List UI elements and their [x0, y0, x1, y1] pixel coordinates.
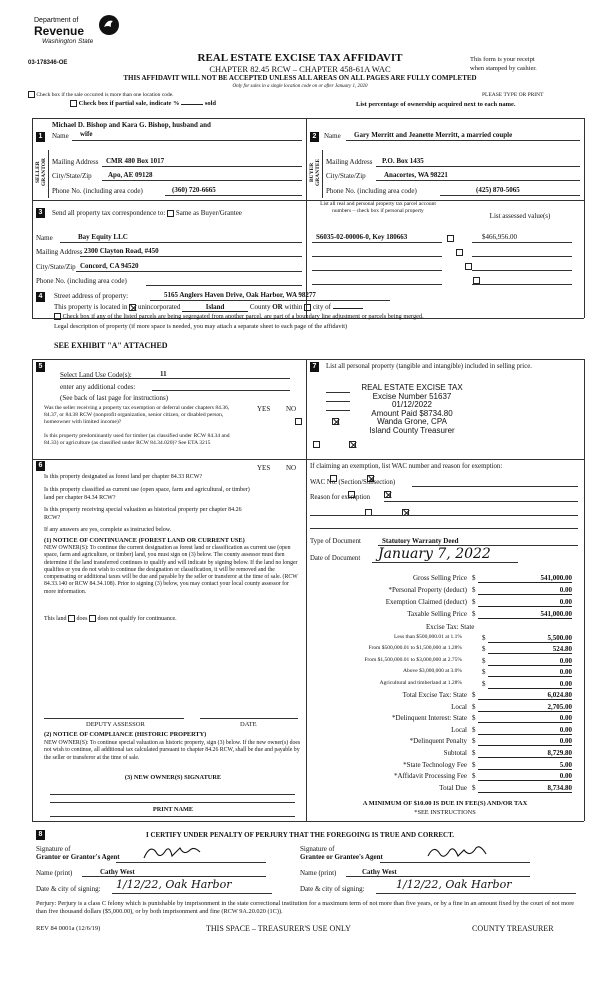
corr-phone-label: Phone No. (including area code): [36, 277, 127, 285]
section5-number: 5: [36, 362, 45, 372]
partial-sale-label: Check box if partial sale, indicate %: [78, 100, 180, 107]
receipt-note1: This form is your receipt: [470, 56, 535, 63]
price-row-value[interactable]: 541,000.00: [478, 574, 572, 583]
buyer-city-label: City/State/Zip: [326, 172, 366, 180]
total-row-label: *State Technology Fee: [403, 760, 467, 769]
section4-number: 4: [36, 292, 45, 302]
stamp-line2: Excise Number 51637: [372, 391, 452, 401]
price-row-label: Exemption Claimed (deduct): [385, 598, 467, 606]
county-label: County: [249, 303, 271, 311]
price-row-label: Gross Selling Price: [412, 574, 467, 582]
segregated-checkbox[interactable]: [54, 313, 61, 320]
grantor-signature[interactable]: [140, 842, 210, 868]
s5-q2-no-checkbox[interactable]: [349, 441, 356, 448]
corr-mailing-label: Mailing Address: [36, 248, 83, 256]
segregated-label: Check box if any of the listed parcels are being segregated from another parcel, are part of a boundary line adjustment or parcels being merged.: [62, 313, 424, 320]
price-row-value[interactable]: 0.00: [478, 586, 572, 595]
s6-q3: Is this property receiving special valuation as historical property per chapter 84.26 RCW?: [44, 507, 242, 521]
total-row-dollar: $: [472, 725, 476, 734]
corr-city-value[interactable]: Concord, CA 94520: [80, 262, 139, 270]
grantee-date-label: Date & city of signing:: [300, 885, 365, 893]
stamp-line1: REAL ESTATE EXCISE TAX: [361, 383, 463, 392]
total-row-label: Local: [451, 702, 467, 711]
tier-row-value[interactable]: 0.00: [488, 668, 572, 677]
same-as-buyer-checkbox[interactable]: [167, 210, 174, 217]
grantor-name-label: Name (print): [36, 869, 73, 877]
segregated-row: [54, 313, 424, 320]
more-than-one-checkbox[interactable]: [28, 91, 35, 98]
qualify-row: [44, 615, 177, 622]
notice1-text: NEW OWNER(S): To continue the current designation as forest land or classification as current use (open space, farm and agriculture, or timber) land, you must sign on (3) below. The county assessor must then determine if the land transferred continues to qualify and will indicate by signing below. If the land no longer qualifies or you do not wish to continue the designation or classification, it will be removed and the compensating or additional taxes will be due and payable by the seller or transferor at the time of sale. (RCW 84.33.140 or RCW 84.34.108). Prior to signing (3) below, you may contact your local county assessor for more information.: [44, 545, 298, 595]
unincorporated-label: unincorporated: [137, 303, 181, 311]
warning: THIS AFFIDAVIT WILL NOT BE ACCEPTED UNLESS ALL AREAS ON ALL PAGES ARE FULLY COMPLETED: [123, 74, 477, 82]
total-row-label: Subtotal: [443, 749, 467, 757]
s5-q2: Is this property predominantly used for timber (as classified under RCW 84.34 and 84.33) or agriculture (as classified under RCW 84.34.020)? See ETA 3215: [44, 433, 230, 446]
dept-line1: Department of: [34, 17, 79, 24]
section2-number: 2: [310, 132, 319, 142]
street-value[interactable]: 5165 Anglers Haven Drive, Oak Harbor, WA 98277: [164, 291, 316, 299]
doc-date-value[interactable]: January 7, 2022: [378, 546, 491, 562]
tier-row-dollar: $: [482, 656, 486, 665]
or-label: OR: [272, 303, 283, 311]
form-subtitle: CHAPTER 82.45 RCW – CHAPTER 458-61A WAC: [209, 64, 391, 74]
price-row-label: Taxable Selling Price: [407, 610, 467, 618]
tier-row-label: From $1,500,000.01 to $3,000,000 at 2.75%: [364, 656, 462, 663]
stamp-line4: Amount Paid $8734.80: [371, 408, 453, 418]
minimum-note: A MINIMUM OF $10.00 IS DUE IN FEE(S) AND/OR TAX: [362, 800, 528, 807]
ownership-note: List percentage of ownership acquired next to each name.: [356, 101, 516, 108]
county-value[interactable]: Island: [182, 303, 248, 312]
wa-logo-icon: [98, 14, 120, 36]
s6-no: NO: [286, 464, 297, 472]
s6-yes: YES: [257, 464, 271, 472]
assessed-value[interactable]: $466,956.00: [482, 233, 517, 241]
total-row-value[interactable]: 0.00: [478, 772, 572, 781]
located-label: This property is located in: [54, 303, 128, 311]
total-row-label: Total Due: [439, 783, 467, 792]
city-of-field[interactable]: [333, 308, 363, 309]
s6-q2-no-checkbox[interactable]: [384, 491, 391, 498]
deputy-assessor-label: DEPUTY ASSESSOR: [86, 721, 145, 728]
total-row-dollar: $: [472, 702, 476, 711]
does-checkbox[interactable]: [68, 615, 75, 622]
doc-type-value[interactable]: Statutory Warranty Deed: [382, 537, 459, 545]
assessed-header: List assessed value(s): [489, 212, 551, 220]
does-label: does: [76, 615, 88, 622]
buyer-name-value[interactable]: Gary Merritt and Jeanette Merritt, a married couple: [354, 131, 513, 139]
tier-row-dollar: $: [482, 634, 486, 642]
more-than-one-label: Check box if the sale occurred is more than one location code.: [36, 91, 174, 98]
partial-sale-row: [70, 100, 216, 107]
tier-row-value[interactable]: 0.00: [488, 680, 572, 689]
total-row-label: Local: [451, 725, 467, 734]
total-row-label: *Affidavit Processing Fee: [394, 772, 467, 781]
please-type: PLEASE TYPE OR PRINT: [482, 92, 544, 98]
does-not-label: does not qualify for continuance.: [97, 615, 177, 622]
grantor-label: Grantor or Grantor's Agent: [36, 853, 120, 861]
does-not-checkbox[interactable]: [89, 615, 96, 622]
perjury-text: [36, 900, 586, 916]
grantee-date-value[interactable]: 1/12/22, Oak Harbor: [396, 878, 512, 891]
send-label: Send all property tax correspondence to:: [52, 209, 166, 217]
land-use-label: Select Land Use Code(s):: [60, 371, 132, 379]
grantor-sig-of: Signature of: [36, 845, 71, 853]
s5-no: NO: [286, 405, 297, 413]
print-name-label: PRINT NAME: [152, 806, 194, 813]
seller-name-l2: wife: [80, 130, 93, 138]
price-row-dollar: $: [472, 586, 476, 594]
section3-number: 3: [36, 208, 45, 218]
price-row-dollar: $: [472, 574, 476, 582]
seller-city-value[interactable]: Apo, AE 09128: [108, 171, 153, 179]
receipt-note2: when stamped by cashier.: [470, 65, 537, 72]
total-row-dollar: $: [472, 772, 476, 781]
seller-name-label: Name: [52, 132, 69, 140]
total-row-dollar: $: [472, 737, 476, 746]
total-row-value[interactable]: 5.00: [478, 761, 572, 770]
price-row-value[interactable]: 541,000.00: [478, 610, 572, 619]
within-label: within: [284, 303, 303, 311]
total-row-value[interactable]: 0.00: [478, 726, 572, 735]
buyer-mailing-value[interactable]: P.O. Box 1435: [382, 157, 424, 165]
stamp-line6: Island County Treasurer: [369, 425, 455, 435]
notice1-title: (1) NOTICE OF CONTINUANCE (FOREST LAND OR CURRENT USE): [44, 537, 245, 544]
section8-number: 8: [36, 830, 45, 840]
county-treasurer: COUNTY TREASURER: [472, 924, 554, 933]
seller-name-l1: Michael D. Bishop and Kara G. Bishop, husband and: [52, 121, 211, 129]
tier-row-dollar: $: [482, 679, 486, 688]
within-city-checkbox[interactable]: [304, 304, 311, 311]
seller-mailing-value[interactable]: CMR 480 Box 1017: [106, 157, 165, 165]
grantee-name-value[interactable]: Cathy West: [362, 868, 397, 876]
buyer-city-value[interactable]: Anacortes, WA 98221: [384, 171, 448, 179]
land-use-value[interactable]: 11: [160, 370, 167, 378]
tier-row-label: Less than $500,000.01 at 1.1%: [394, 634, 462, 640]
total-row-dollar: $: [472, 714, 476, 723]
grantee-sig-of: Signature of: [300, 845, 335, 853]
buyer-side-label: BUYER GRANTEE: [309, 158, 321, 186]
tier-row-dollar: $: [482, 668, 486, 677]
sales-note: Only for sales in a single location code on or after January 1, 2020: [232, 84, 368, 89]
s6-q2: Is this property classified as current use (open space, farm and agricultural, or timber) land per chapter 84.34 RCW?: [44, 487, 250, 501]
rev-code: REV 84 0001a (12/6/19): [36, 925, 101, 932]
see-back-label: (See back of last page for instructions): [60, 394, 169, 402]
tier-row-dollar: $: [482, 645, 486, 654]
buyer-phone-value[interactable]: (425) 870-5065: [476, 186, 520, 194]
reason-label: Reason for exemption: [310, 494, 371, 501]
corr-mailing-value[interactable]: 2300 Clayton Road, #450: [84, 247, 159, 255]
city-of-label: city of: [312, 303, 331, 311]
price-row-label: *Personal Property (deduct): [388, 586, 467, 594]
tier-row-label: From $500,000.01 to $1,500,000 at 1.28%: [368, 645, 462, 652]
wac-label: WAC No. (Section/Subsection): [310, 479, 396, 486]
dept-line2: Revenue: [34, 24, 85, 38]
dept-line3: Washington State: [42, 38, 94, 45]
total-row-value[interactable]: 0.00: [478, 714, 572, 723]
unincorporated-checkbox[interactable]: [129, 304, 136, 311]
more-than-one-row: [28, 91, 174, 98]
perjury-body: Perjury: Perjury is a class C felony which is punishable by imprisonment in the state correctional institution for a maximum term of not more than five years, or by a fine in an amount fixed by the court of not more than five thousand dollars ($5,000.00), or by both imprisonment and fine (RCW 9A.20.020 (1C)).: [36, 900, 575, 915]
total-row-dollar: $: [472, 760, 476, 769]
seller-phone-value[interactable]: (360) 720-6665: [172, 186, 216, 194]
same-as-buyer-label: Same as Buyer/Grantee: [175, 209, 242, 217]
this-land-label: This land: [44, 615, 67, 622]
owner-signature-title: (3) NEW OWNER(S) SIGNATURE: [124, 774, 222, 781]
total-row-dollar: $: [472, 783, 476, 792]
parcel4-personal-checkbox[interactable]: [473, 277, 480, 284]
grantee-label: Grantee or Grantee's Agent: [300, 853, 383, 861]
partial-sale-checkbox[interactable]: [70, 100, 77, 107]
seller-side-label: SELLER GRANTOR: [35, 158, 47, 187]
grantor-name-value[interactable]: Cathy West: [100, 868, 135, 876]
parcel-header: List all real and personal property tax parcel account numbers – check box if personal property: [320, 201, 436, 214]
form-title: REAL ESTATE EXCISE TAX AFFIDAVIT: [197, 52, 403, 64]
tier-row-label: Agricultural and timberland at 1.28%: [379, 679, 462, 686]
personal-prop-label: List all personal property (tangible and intangible) included in selling price.: [326, 363, 532, 370]
parcel2-personal-checkbox[interactable]: [456, 249, 463, 256]
grantor-date-value[interactable]: 1/12/22, Oak Harbor: [116, 878, 232, 891]
seller-city-label: City/State/Zip: [52, 172, 92, 180]
section6-number: 6: [36, 461, 45, 471]
s6-q1: Is this property designated as forest land per chapter 84.33 RCW?: [44, 474, 203, 480]
excise-state-label: Excise Tax: State: [426, 623, 475, 631]
grantor-date-label: Date & city of signing:: [36, 885, 101, 893]
tier-row-value[interactable]: 524.80: [488, 645, 572, 654]
grantee-signature[interactable]: [424, 842, 494, 868]
send-correspondence-row: [52, 209, 242, 217]
price-row-dollar: $: [472, 610, 476, 618]
section1-number: 1: [36, 132, 45, 142]
tier-row-label: Above $3,000,000 at 3.0%: [403, 668, 462, 675]
dor-logo: [32, 12, 142, 52]
sold-label: sold: [204, 100, 217, 107]
total-row-value[interactable]: 0.00: [478, 737, 572, 746]
tier-row-value[interactable]: 0.00: [488, 657, 572, 666]
street-label: Street address of property:: [54, 292, 129, 300]
buyer-mailing-label: Mailing Address: [326, 158, 373, 166]
s6-if-yes: If any answers are yes, complete as instructed below.: [44, 527, 172, 533]
treasurer-stamp: [352, 384, 472, 435]
section7-number: 7: [310, 362, 319, 372]
notice2-title: (2) NOTICE OF COMPLIANCE (HISTORIC PROPERTY): [44, 731, 207, 738]
total-row-value[interactable]: 8,729.80: [478, 749, 572, 758]
s5-q2-yes-checkbox[interactable]: [313, 441, 320, 448]
total-row-label: *Delinquent Interest: State: [391, 714, 467, 723]
exhibit-text: SEE EXHIBIT "A" ATTACHED: [54, 341, 168, 350]
certify-text: I CERTIFY UNDER PENALTY OF PERJURY THAT THE FOREGOING IS TRUE AND CORRECT.: [145, 831, 454, 839]
legal-desc-label: Legal description of property (if more space is needed, you may attach a separate sheet to each page of the affidavit): [54, 323, 348, 330]
corr-name-value[interactable]: Bay Equity LLC: [78, 233, 128, 241]
s5-q1-no-checkbox[interactable]: [332, 418, 339, 425]
doc-type-label: Type of Document: [310, 538, 361, 545]
seller-mailing-label: Mailing Address: [52, 158, 99, 166]
total-row-value[interactable]: 8,734.80: [478, 784, 572, 793]
tier-row-value[interactable]: 5,500.00: [488, 634, 572, 643]
buyer-phone-label: Phone No. (including area code): [326, 187, 417, 195]
buyer-name-label: Name: [324, 132, 341, 140]
price-row-dollar: $: [472, 598, 476, 606]
parcel1-personal-checkbox[interactable]: [447, 235, 454, 242]
s5-q1: Was the seller receiving a property tax exemption or deferral under chapters 84.36, 84.37, or 84.38 RCW (nonprofit organization, senior citizen, or disabled person, homeowner with limited income)?: [44, 405, 230, 425]
total-row-label: Total Excise Tax: State: [402, 691, 467, 699]
total-row-value[interactable]: 2,705.00: [478, 703, 572, 712]
total-row-dollar: $: [472, 749, 476, 757]
stamp-line5: Wanda Grone, CPA: [377, 417, 447, 426]
form-code: 03-178346-OE: [28, 60, 68, 66]
s5-q1-yes-checkbox[interactable]: [295, 418, 302, 425]
notice2-text: NEW OWNER(S): To continue special valuation as historic property, sign (3) below. If the new owner(s) does not wish to continue, all additional tax calculated pursuant to chapter 84.26 RCW, shall be due and payable by the seller or transferor at the time of sale.: [44, 740, 301, 761]
corr-name-label: Name: [36, 234, 53, 242]
s5-yes: YES: [257, 405, 271, 413]
grantee-name-label: Name (print): [300, 869, 337, 877]
see-instructions: *SEE INSTRUCTIONS: [414, 809, 476, 816]
total-row-label: *Delinquent Penalty: [409, 737, 467, 746]
partial-percent-field[interactable]: [181, 104, 203, 105]
seller-phone-label: Phone No. (including area code): [52, 187, 143, 195]
additional-codes-label: enter any additional codes:: [60, 383, 136, 391]
located-row: [54, 303, 363, 312]
parcel3-personal-checkbox[interactable]: [465, 263, 472, 270]
stamp-line3: 01/12/2022: [391, 400, 433, 409]
treasurer-space: THIS SPACE – TREASURER'S USE ONLY: [206, 924, 351, 933]
parcel-value[interactable]: S6035-02-00006-0, Key 180663: [316, 233, 408, 241]
date-label: DATE: [240, 721, 257, 728]
doc-date-label: Date of Document: [310, 555, 361, 562]
total-row-value[interactable]: 6,024.80: [478, 691, 572, 700]
price-row-value[interactable]: 0.00: [478, 598, 572, 607]
corr-city-label: City/State/Zip: [36, 263, 76, 271]
exemption-label: If claiming an exemption, list WAC number and reason for exemption:: [310, 463, 503, 470]
total-row-dollar: $: [472, 691, 476, 699]
